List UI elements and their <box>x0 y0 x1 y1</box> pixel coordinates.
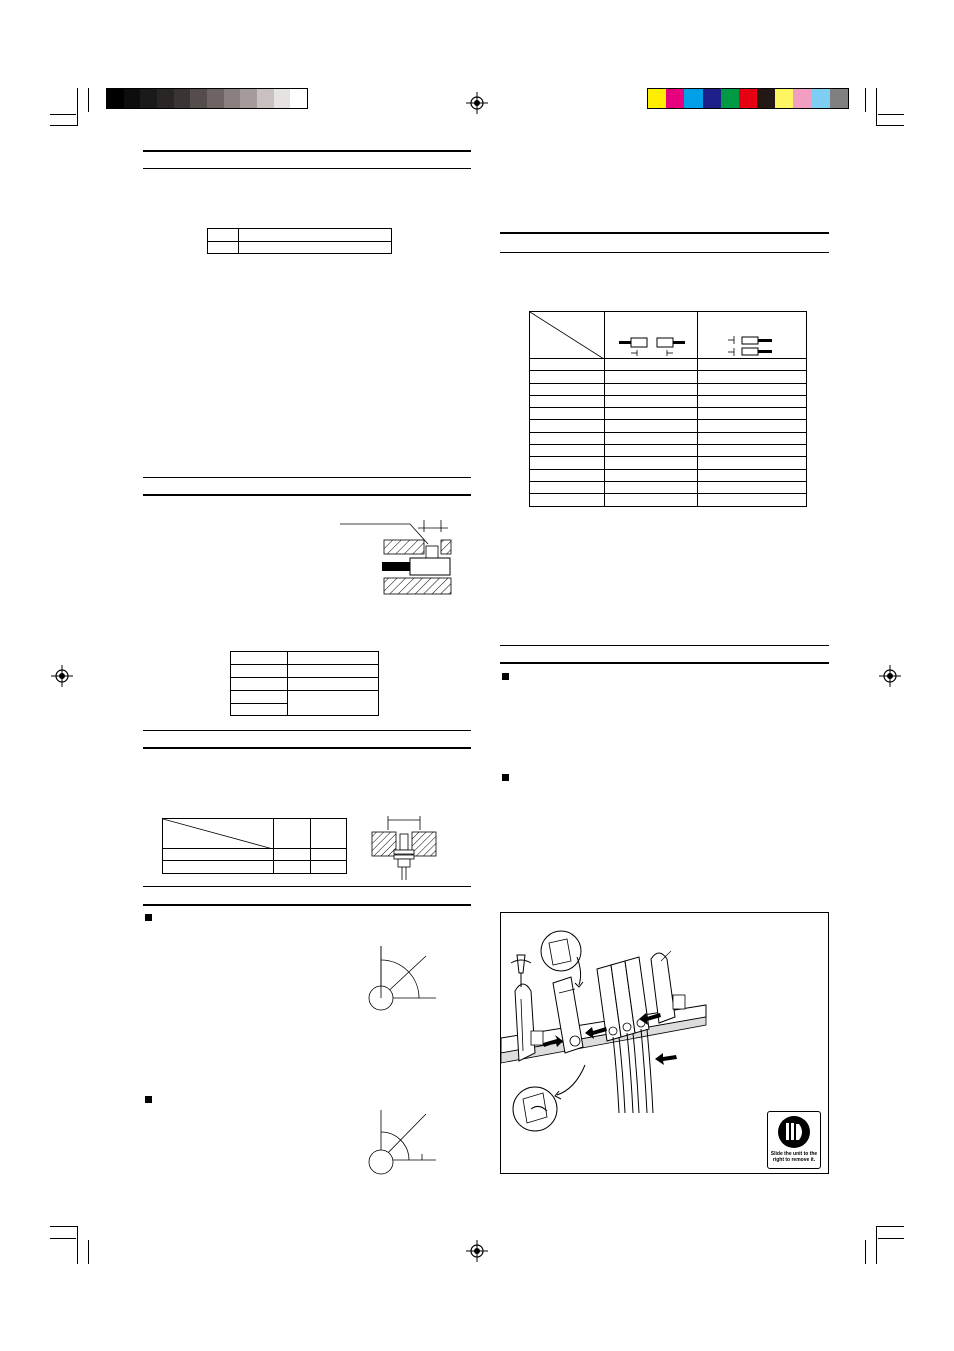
process-swatch-6 <box>739 89 757 108</box>
table-cell <box>530 445 605 457</box>
table-cell <box>530 383 605 395</box>
table-cell <box>530 432 605 444</box>
process-swatch-4 <box>703 89 721 108</box>
table-cell <box>605 359 698 371</box>
table-cell <box>605 408 698 420</box>
bending-radius-diagram-2 <box>364 1106 440 1182</box>
table-row <box>530 432 807 444</box>
spec-table-distance <box>162 818 347 874</box>
spec-table-small <box>207 228 392 254</box>
spec-table-large <box>529 311 807 507</box>
table-cell <box>530 481 605 493</box>
table-cell <box>530 371 605 383</box>
spec-table-mounting <box>230 651 379 716</box>
grayscale-swatch-7 <box>207 89 224 108</box>
table-row <box>530 408 807 420</box>
process-swatch-9 <box>793 89 811 108</box>
table-cell <box>698 383 807 395</box>
table-cell <box>605 383 698 395</box>
table-cell <box>698 481 807 493</box>
table-cell <box>698 457 807 469</box>
process-swatch-11 <box>830 89 848 108</box>
grayscale-swatch-8 <box>224 89 241 108</box>
table-row <box>530 469 807 481</box>
table-cell <box>605 432 698 444</box>
table-cell <box>698 359 807 371</box>
process-swatch-3 <box>684 89 702 108</box>
table-row <box>530 445 807 457</box>
registration-crosshair-icon <box>466 92 488 114</box>
grayscale-color-bar <box>106 88 308 109</box>
table-row <box>530 481 807 493</box>
table-cell <box>698 432 807 444</box>
process-swatch-10 <box>812 89 830 108</box>
table-cell <box>698 420 807 432</box>
table-cell <box>605 494 698 506</box>
table-cell <box>605 420 698 432</box>
diagonal-header-line <box>163 819 273 849</box>
table-cell <box>698 395 807 407</box>
grayscale-swatch-10 <box>257 89 274 108</box>
diagonal-header-line <box>530 312 604 359</box>
grayscale-swatch-2 <box>124 89 141 108</box>
table-cell <box>530 469 605 481</box>
table-row <box>530 395 807 407</box>
table-cell <box>605 469 698 481</box>
table-row <box>530 359 807 371</box>
table-cell <box>530 457 605 469</box>
table-cell <box>698 371 807 383</box>
process-swatch-1 <box>648 89 666 108</box>
table-cell <box>605 481 698 493</box>
process-swatch-2 <box>666 89 684 108</box>
through-beam-sensor-icon <box>619 336 687 358</box>
grayscale-swatch-4 <box>157 89 174 108</box>
slide-removal-notice <box>767 1111 821 1169</box>
table-cell <box>530 408 605 420</box>
reflective-sensor-icon <box>726 334 782 358</box>
table-cell <box>698 469 807 481</box>
table-cell <box>530 359 605 371</box>
process-swatch-7 <box>757 89 775 108</box>
slide-removal-text: Slide the unit to the right to remove it. <box>770 1151 818 1163</box>
table-row <box>530 371 807 383</box>
process-color-bar <box>647 88 849 109</box>
grayscale-swatch-6 <box>190 89 207 108</box>
square-bullet-icon <box>502 774 509 781</box>
table-row <box>530 383 807 395</box>
table-cell <box>530 494 605 506</box>
table-cell <box>530 395 605 407</box>
square-bullet-icon <box>145 914 152 921</box>
grayscale-swatch-9 <box>240 89 257 108</box>
table-cell <box>698 445 807 457</box>
table-cell <box>605 395 698 407</box>
table-cell <box>530 420 605 432</box>
grayscale-swatch-1 <box>107 89 124 108</box>
square-bullet-icon <box>502 673 509 680</box>
table-row <box>530 420 807 432</box>
table-cell <box>605 371 698 383</box>
registration-crosshair-icon <box>466 1240 488 1262</box>
table-cell <box>698 494 807 506</box>
grayscale-swatch-11 <box>274 89 291 108</box>
table-row <box>530 457 807 469</box>
grayscale-swatch-12 <box>290 89 307 108</box>
table-cell <box>698 408 807 420</box>
registration-crosshair-icon <box>879 665 901 687</box>
table-cell <box>605 445 698 457</box>
bending-radius-diagram-1 <box>364 942 440 1014</box>
square-bullet-icon <box>145 1096 152 1103</box>
table-cell <box>605 457 698 469</box>
registration-crosshair-icon <box>51 665 73 687</box>
process-swatch-5 <box>721 89 739 108</box>
mounting-hole-diagram <box>338 518 468 598</box>
process-swatch-8 <box>775 89 793 108</box>
grayscale-swatch-5 <box>174 89 191 108</box>
removal-illustration-frame <box>500 912 829 1174</box>
grayscale-swatch-3 <box>140 89 157 108</box>
panel-mount-diagram <box>368 812 440 882</box>
unit-slide-icon <box>777 1115 811 1149</box>
table-row <box>530 494 807 506</box>
